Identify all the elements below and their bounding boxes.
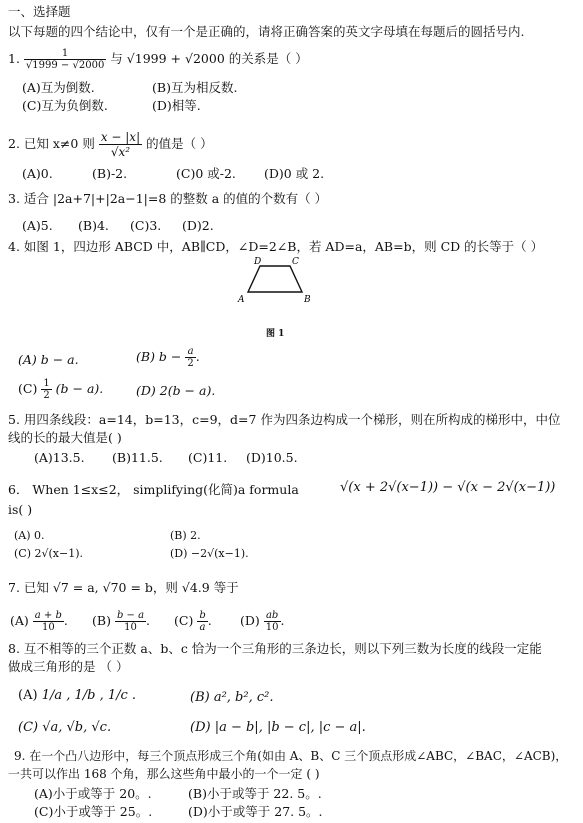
q5-option-b[interactable]: (B)11.5. xyxy=(112,450,163,465)
q4-option-d[interactable]: (D) 2(b − a). xyxy=(136,383,216,398)
q1-fraction: $\frac{1}{√1999 - √2000}$ xyxy=(25,48,105,71)
q2-option-c[interactable]: (C)0 或-2. xyxy=(176,166,236,181)
q4-option-a[interactable]: (A) b − a. xyxy=(18,352,79,367)
q3-option-a[interactable]: (A)5. xyxy=(22,218,53,233)
q8-option-c[interactable]: (C) √a, √b, √c. xyxy=(18,720,112,735)
figure-caption: 图 1 xyxy=(266,329,285,339)
question-8-line-2: 做成三角形的是 （ ） xyxy=(8,659,129,674)
q6-option-d[interactable]: (D) −2√(x−1). xyxy=(170,547,249,560)
q9-option-b[interactable]: (B)小于或等于 22. 5。. xyxy=(188,786,322,801)
q2-option-d[interactable]: (D)0 或 2. xyxy=(264,166,325,181)
label-d: D xyxy=(254,257,262,267)
question-3: 3. 适合 |2a+7|+|2a−1|=8 的整数 a 的值的个数有（ ） xyxy=(8,191,328,206)
q3-option-d[interactable]: (D)2. xyxy=(182,218,214,233)
q7-option-b[interactable]: (B) $\frac{b - a}{10}$ . xyxy=(92,610,151,633)
q9-option-d[interactable]: (D)小于或等于 27. 5。. xyxy=(188,804,323,819)
q1-expression: √1999 + √2000 xyxy=(126,51,225,66)
section-title: 一、选择题 xyxy=(8,4,71,19)
q2-option-b[interactable]: (B)-2. xyxy=(92,166,128,181)
q5-option-c[interactable]: (C)11. xyxy=(188,450,228,465)
question-4: 4. 如图 1，四边形 ABCD 中，AB∥CD，∠D=2∠B，若 AD=a，AB=b，则 CD 的长等于（ ） xyxy=(8,239,544,254)
trapezoid-shape xyxy=(248,266,302,292)
q1-option-c[interactable]: (C)互为负倒数. xyxy=(22,98,108,113)
question-7: 7. 已知 √7 = a, √70 = b，则 √4.9 等于 xyxy=(8,580,239,595)
question-2: 2. 已知 x≠0 则 $\frac{x - |x|}{\text{√x²}}$ 的值是（ ） xyxy=(8,130,213,159)
question-6-line-2: is( ) xyxy=(8,502,33,517)
q6-option-b[interactable]: (B) 2. xyxy=(170,529,201,542)
q9-option-c[interactable]: (C)小于或等于 25。. xyxy=(34,804,153,819)
q7-option-a[interactable]: (A) $\frac{a + b}{10}$ . xyxy=(10,610,68,633)
q3-option-c[interactable]: (C)3. xyxy=(130,218,162,233)
q7-option-d[interactable]: (D) $\frac{ab}{10}$ . xyxy=(240,610,285,633)
question-1: 1. $\frac{1}{√1999 - √2000}$ 与 √1999 + √2000 的关系是（ ） xyxy=(8,48,308,71)
q9-option-a[interactable]: (A)小于或等于 20。. xyxy=(34,786,152,801)
q8-option-b[interactable]: (B) a², b², c². xyxy=(190,690,274,705)
q5-option-d[interactable]: (D)10.5. xyxy=(246,450,298,465)
q8-option-a[interactable]: (A) 1/a , 1/b , 1/c . xyxy=(18,688,137,703)
q2-fraction: $\frac{x - |x|}{\text{√x²}}$ xyxy=(100,130,141,159)
label-a: A xyxy=(238,295,245,305)
question-9-line-1: 9. 在一个凸八边形中，每三个顶点形成三个角(如由 A、B、C 三个顶点形成∠ABC，∠BAC，∠ACB)， xyxy=(14,749,568,763)
trapezoid-figure xyxy=(232,252,322,312)
question-8-line-1: 8. 互不相等的三个正数 a、b、c 恰为一个三角形的三条边长，则以下列三数为长度的线段一定能 xyxy=(8,641,542,656)
label-c: C xyxy=(292,257,299,267)
q6-option-c[interactable]: (C) 2√(x−1). xyxy=(14,547,84,560)
q1-number: 1. xyxy=(8,51,20,66)
q1-option-a[interactable]: (A)互为倒数. xyxy=(22,80,95,95)
q2-option-a[interactable]: (A)0. xyxy=(22,166,53,181)
q1-option-d[interactable]: (D)相等. xyxy=(152,98,201,113)
q6-option-a[interactable]: (A) 0. xyxy=(14,529,45,542)
question-5-line-2: 线的长的最大值是( ) xyxy=(8,430,122,445)
label-b: B xyxy=(304,295,311,305)
q6-expression: √(x + 2√(x−1)) − √(x − 2√(x−1)) xyxy=(340,480,556,495)
question-6: 6． When 1≤x≤2， simplifying(化简)a formula xyxy=(8,482,299,497)
q4-option-c[interactable]: (C) $\frac{1}{2}$ (b − a). xyxy=(18,378,104,401)
q4-option-b[interactable]: (B) b − $\frac{a}{2}$ . xyxy=(136,346,200,369)
question-9-line-2: 一共可以作出 168 个角，那么这些角中最小的一个一定 ( ) xyxy=(8,767,320,781)
question-5-line-1: 5. 用四条线段：a=14，b=13，c=9，d=7 作为四条边构成一个梯形，则在所构成的梯形中，中位 xyxy=(8,412,561,427)
q3-option-b[interactable]: (B)4. xyxy=(78,218,109,233)
q5-option-a[interactable]: (A)13.5. xyxy=(34,450,85,465)
q8-option-d[interactable]: (D) |a − b|, |b − c|, |c − a|. xyxy=(190,720,366,735)
instructions: 以下每题的四个结论中，仅有一个是正确的，请将正确答案的英文字母填在每题后的圆括号内. xyxy=(8,24,525,39)
q1-option-b[interactable]: (B)互为相反数. xyxy=(152,80,238,95)
q7-option-c[interactable]: (C) $\frac{b}{a}$ . xyxy=(174,610,212,633)
